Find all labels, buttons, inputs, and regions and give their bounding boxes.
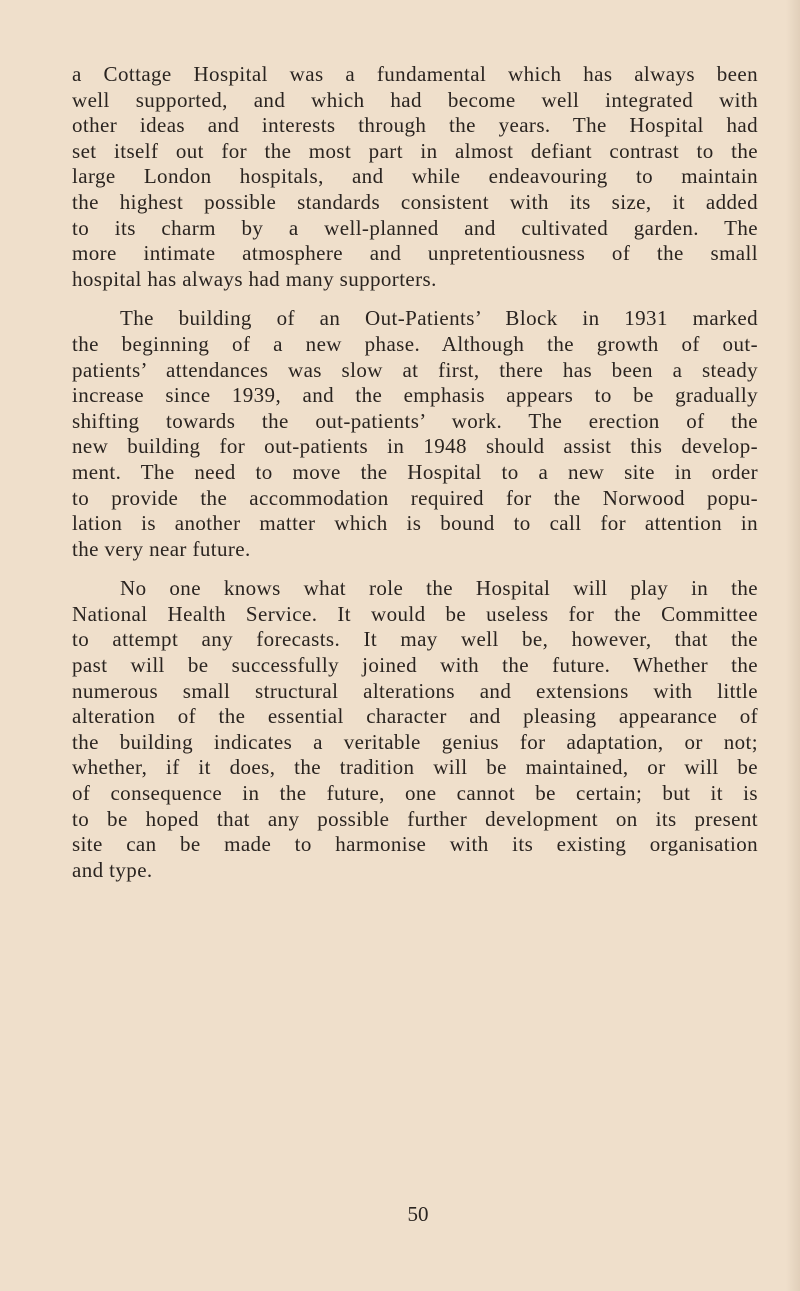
text-line: to attempt any forecasts. It may well be, however, that the [72, 627, 758, 652]
paragraph-national-health-service [72, 576, 758, 883]
text-line: alteration of the essential character and pleasing appearance of [72, 704, 758, 729]
text-line: site can be made to harmonise with its existing organisation [72, 832, 758, 857]
page-number: 50 [407, 1202, 429, 1226]
text-line: National Health Service. It would be useless for the Committee [72, 601, 758, 626]
page-edge-shadow [786, 0, 800, 1291]
text-line: shifting towards the out-patients’ work. The erection of the [72, 408, 758, 433]
text-line: to provide the accommodation required for the Norwood popu- [72, 485, 758, 510]
text-line: a Cottage Hospital was a fundamental which has always been [72, 62, 758, 86]
text-line: past will be successfully joined with the future. Whether the [72, 653, 758, 678]
text-line: of consequence in the future, one cannot be certain; but it is [72, 781, 758, 806]
text-line: large London hospitals, and while endeavouring to maintain [72, 164, 758, 189]
text-line: the highest possible standards consistent with its size, it added [72, 189, 758, 214]
text-line: and type. [72, 857, 153, 882]
text-line: to be hoped that any possible further development on its present [72, 806, 758, 831]
paragraph-out-patients [72, 306, 758, 562]
text-line: lation is another matter which is bound to call for attention in [72, 511, 758, 536]
text-line: ment. The need to move the Hospital to a new site in order [72, 459, 758, 484]
text-line: the beginning of a new phase. Although the growth of out- [72, 331, 758, 356]
text-line: No one knows what role the Hospital will play in the [120, 576, 758, 601]
text-line: the building indicates a veritable genius for adaptation, or not; [72, 729, 758, 754]
paragraph-cottage-hospital [72, 62, 758, 292]
text-line: The building of an Out-Patients’ Block in 1931 marked [120, 306, 758, 331]
text-line: well supported, and which had become well integrated with [72, 87, 758, 112]
text-line: other ideas and interests through the years. The Hospital had [72, 113, 758, 138]
text-line: set itself out for the most part in almost defiant contrast to the [72, 138, 758, 163]
text-line: hospital has always had many supporters. [72, 266, 437, 291]
text-line: whether, if it does, the tradition will be maintained, or will be [72, 755, 758, 780]
text-line: numerous small structural alterations and extensions with little [72, 678, 758, 703]
text-line: more intimate atmosphere and unpretentiousness of the small [72, 241, 758, 266]
text-line: to its charm by a well-planned and cultivated garden. The [72, 215, 758, 240]
body-text [72, 62, 758, 897]
text-line: the very near future. [72, 536, 251, 561]
text-line: increase since 1939, and the emphasis appears to be gradually [72, 383, 758, 408]
text-line: patients’ attendances was slow at first, there has been a steady [72, 357, 758, 382]
text-line: new building for out-patients in 1948 should assist this develop- [72, 434, 758, 459]
